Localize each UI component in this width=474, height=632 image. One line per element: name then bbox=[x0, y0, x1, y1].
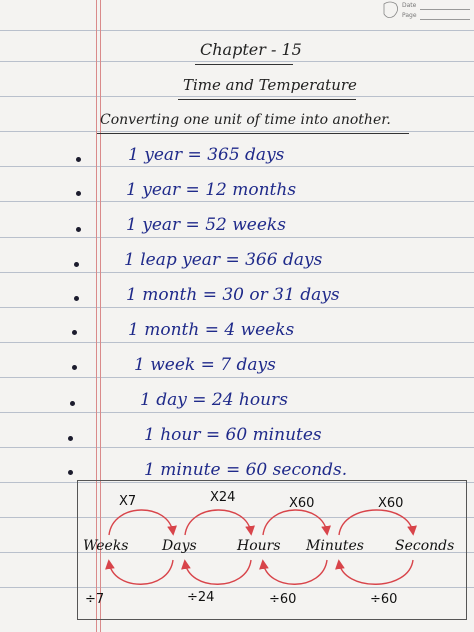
bullet bbox=[68, 470, 73, 475]
multiply-arrow-weeks-days bbox=[109, 510, 173, 535]
multiply-label: X7 bbox=[119, 494, 137, 509]
bullet bbox=[72, 330, 77, 335]
ruled-line bbox=[0, 342, 474, 343]
bullet bbox=[70, 401, 75, 406]
multiply-arrow-minutes-seconds bbox=[339, 510, 413, 535]
unit-weeks: Weeks bbox=[83, 538, 129, 554]
ruled-line bbox=[0, 96, 474, 97]
multiply-label: X60 bbox=[378, 496, 404, 511]
bullet bbox=[74, 296, 79, 301]
divide-label: ÷7 bbox=[85, 592, 105, 607]
chapter-title: Chapter - 15 bbox=[200, 40, 302, 59]
fact-item: 1 minute = 60 seconds. bbox=[144, 460, 348, 480]
fact-item: 1 day = 24 hours bbox=[140, 390, 288, 410]
page-blank bbox=[420, 19, 470, 20]
date-label: Date bbox=[402, 2, 417, 9]
multiply-label: X60 bbox=[289, 496, 315, 511]
multiply-arrow-days-hours bbox=[185, 510, 251, 535]
topic-underline bbox=[178, 99, 356, 100]
fact-item: 1 hour = 60 minutes bbox=[144, 425, 322, 445]
unit-hours: Hours bbox=[237, 538, 281, 554]
date-page-stamp bbox=[380, 0, 474, 24]
bullet bbox=[76, 191, 81, 196]
ruled-line bbox=[0, 131, 474, 132]
divide-arrow-weeks-days bbox=[109, 560, 173, 584]
multiply-label: X24 bbox=[210, 490, 236, 505]
fact-item: 1 year = 52 weeks bbox=[126, 215, 286, 235]
bullet bbox=[76, 157, 81, 162]
bullet bbox=[72, 365, 77, 370]
section-heading: Converting one unit of time into another. bbox=[100, 112, 391, 128]
conversion-diagram bbox=[77, 480, 467, 620]
unit-seconds: Seconds bbox=[395, 538, 455, 554]
ruled-line bbox=[0, 201, 474, 202]
multiply-arrow-hours-minutes bbox=[263, 510, 327, 535]
bullet bbox=[74, 262, 79, 267]
date-blank bbox=[420, 9, 470, 10]
chapter-underline bbox=[195, 64, 293, 65]
fact-item: 1 month = 4 weeks bbox=[128, 320, 295, 340]
ruled-line bbox=[0, 412, 474, 413]
topic-title: Time and Temperature bbox=[183, 76, 357, 94]
divide-label: ÷24 bbox=[187, 590, 215, 605]
ruled-line bbox=[0, 377, 474, 378]
section-heading-underline bbox=[97, 133, 409, 134]
fact-item: 1 week = 7 days bbox=[134, 355, 276, 375]
divide-arrow-days-hours bbox=[185, 560, 251, 584]
ruled-line bbox=[0, 307, 474, 308]
bullet bbox=[76, 227, 81, 232]
ruled-line bbox=[0, 237, 474, 238]
fact-item: 1 year = 365 days bbox=[128, 145, 285, 165]
ruled-line bbox=[0, 30, 474, 31]
fact-item: 1 month = 30 or 31 days bbox=[126, 285, 340, 305]
divide-arrow-minutes-seconds bbox=[339, 560, 413, 584]
ruled-line bbox=[0, 447, 474, 448]
stamp-logo bbox=[380, 0, 474, 24]
divide-label: ÷60 bbox=[269, 592, 297, 607]
ruled-line bbox=[0, 272, 474, 273]
ruled-line bbox=[0, 166, 474, 167]
ruled-line bbox=[0, 61, 474, 62]
divide-arrow-hours-minutes bbox=[263, 560, 327, 584]
page-label: Page bbox=[402, 12, 417, 19]
unit-minutes: Minutes bbox=[306, 538, 364, 554]
fact-item: 1 leap year = 366 days bbox=[124, 250, 323, 270]
unit-days: Days bbox=[162, 538, 197, 554]
divide-label: ÷60 bbox=[370, 592, 398, 607]
bullet bbox=[68, 436, 73, 441]
fact-item: 1 year = 12 months bbox=[126, 180, 297, 200]
